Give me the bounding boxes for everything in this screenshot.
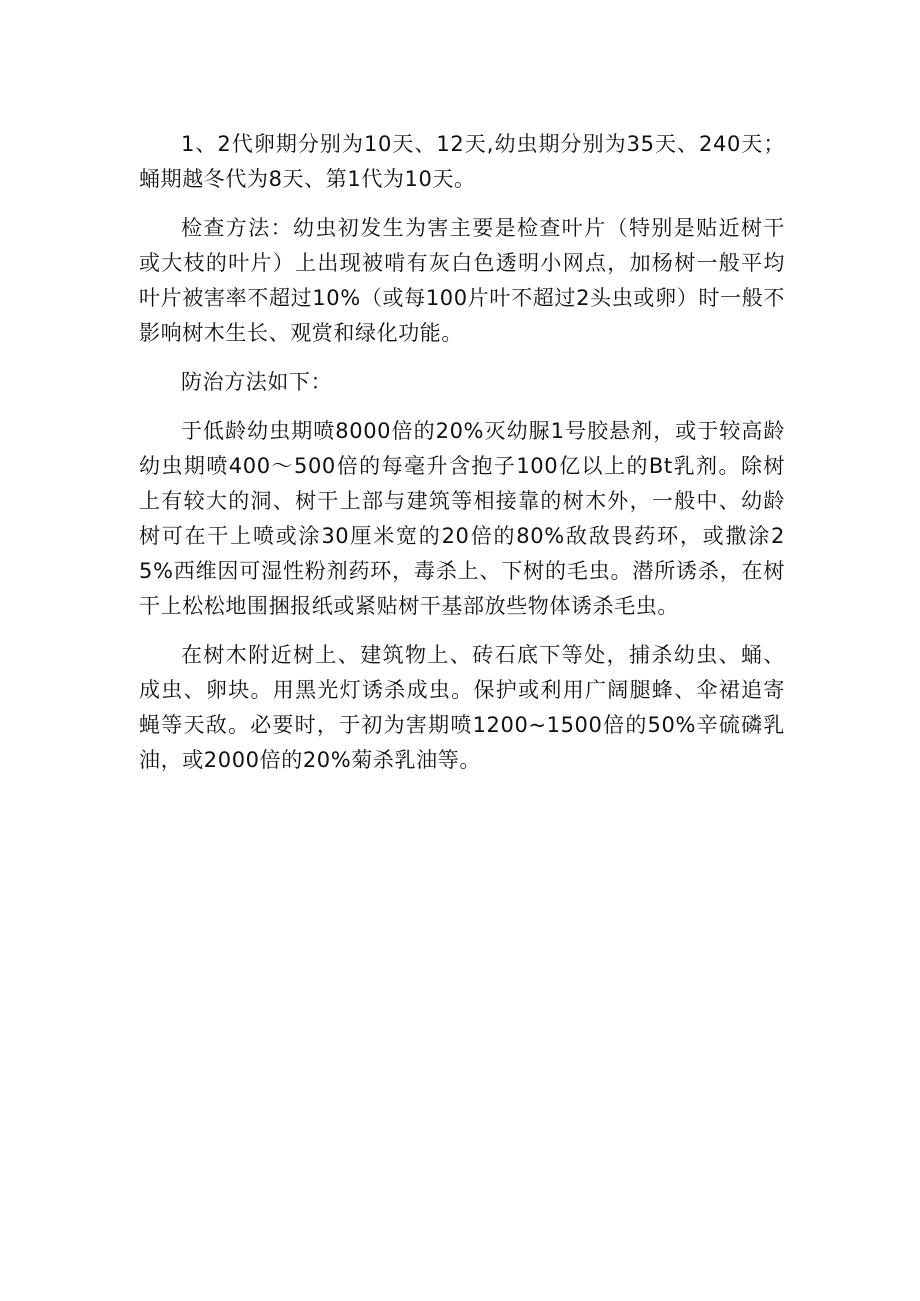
paragraph-control-heading: 防治方法如下： [181,370,333,394]
paragraph-larval-periods: 1、2代卵期分别为10天、12天,幼虫期分别为35天、240天；蛹期越冬代为8天、第1代为10天。 [139,132,785,191]
paragraph-physical-biological-control: 在树木附近树上、建筑物上、砖石底下等处，捕杀幼虫、蛹、成虫、卵块。用黑光灯诱杀成虫。保护或利用广阔腿蜂、伞裙追寄蝇等天敌。必要时，于初为害期喷1200~1500倍的50%辛硫磷乳油，或2000倍的20%菊杀乳油等。 [139,643,785,772]
paragraph-inspection-method: 检查方法：幼虫初发生为害主要是检查叶片（特别是贴近树干或大枝的叶片）上出现被啃有灰白色透明小网点，加杨树一般平均叶片被害率不超过10%（或每100片叶不超过2头虫或卵）时一般不影响树木生长、观赏和绿化功能。 [139,216,785,345]
document-body [139,127,785,778]
paragraph-chemical-control: 于低龄幼虫期喷8000倍的20%灭幼脲1号胶悬剂，或于较高龄幼虫期喷400～500倍的每毫升含抱子100亿以上的Bt乳剂。除树上有较大的洞、树干上部与建筑等相接靠的树木外，一般中、幼龄树可在干上喷或涂30厘米宽的20倍的80%敌敌畏药环，或撒涂25%西维因可湿性粉剂药环，毒杀上、下树的毛虫。潜所诱杀，在树干上松松地围捆报纸或紧贴树干基部放些物体诱杀毛虫。 [139,419,785,618]
